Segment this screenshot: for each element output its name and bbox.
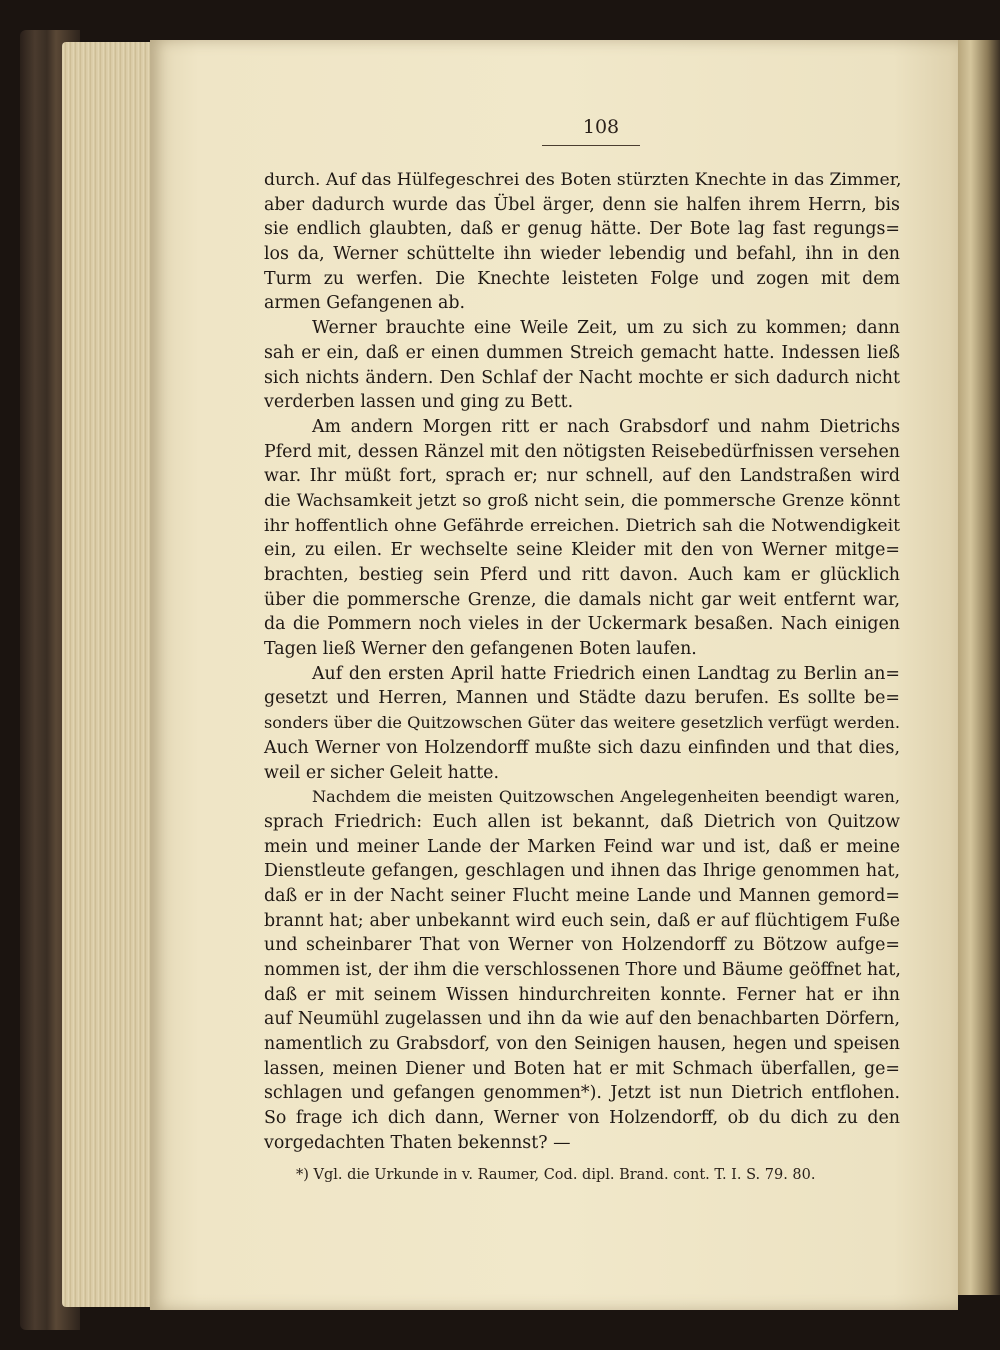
- body-text: [264, 168, 900, 1156]
- text-line: sonders über die Quitzowschen Güter das weitere gesetzlich verfügt werden.: [264, 713, 900, 733]
- text-line: namentlich zu Grabsdorf, von den Seinigen hausen, hegen und speisen: [264, 1034, 900, 1055]
- text-line: Nachdem die meisten Quitzowschen Angelegenheiten beendigt waren,: [312, 787, 900, 807]
- footnote: *) Vgl. die Urkunde in v. Raumer, Cod. dipl. Brand. cont. T. I. S. 79. 80.: [296, 1167, 816, 1183]
- text-line: los da, Werner schüttelte ihn wieder lebendig und befahl, ihn in den: [264, 244, 900, 265]
- text-line: brannt hat; aber unbekannt wird euch sein, daß er auf flüchtigem Fuße: [264, 910, 900, 931]
- text-line: vorgedachten Thaten bekennst? —: [264, 1132, 571, 1153]
- text-line: ihr hoffentlich ohne Gefährde erreichen. Dietrich sah die Notwendigkeit: [264, 515, 900, 536]
- text-line: daß er in der Nacht seiner Flucht meine Lande und Mannen gemord=: [264, 885, 900, 906]
- text-line: Werner brauchte eine Weile Zeit, um zu sich zu kommen; dann: [312, 318, 900, 339]
- text-line: ein, zu eilen. Er wechselte seine Kleider mit den von Werner mitge=: [264, 540, 900, 561]
- text-line: über die pommersche Grenze, die damals nicht gar weit entfernt war,: [264, 589, 900, 610]
- text-line: war. Ihr müßt fort, sprach er; nur schnell, auf den Landstraßen wird: [264, 466, 900, 487]
- text-line: sich nichts ändern. Den Schlaf der Nacht mochte er sich dadurch nicht: [264, 367, 900, 388]
- text-line: armen Gefangenen ab.: [264, 293, 466, 314]
- facing-page-edge: [958, 40, 1000, 1295]
- page-edges: [62, 42, 158, 1307]
- text-line: sah er ein, daß er einen dummen Streich gemacht hatte. Indessen ließ: [264, 342, 900, 363]
- text-line: die Wachsamkeit jetzt so groß nicht sein, die pommersche Grenze könnt: [264, 490, 900, 511]
- header-rule: [542, 145, 640, 146]
- text-line: Pferd mit, dessen Ränzel mit den nötigsten Reisebedürfnissen versehen: [264, 441, 900, 462]
- text-line: lassen, meinen Diener und Boten hat er mit Schmach überfallen, ge=: [264, 1058, 900, 1079]
- text-line: durch. Auf das Hülfegeschrei des Boten stürzten Knechte in das Zimmer,: [264, 170, 902, 190]
- text-line: brachten, bestieg sein Pferd und ritt davon. Auch kam er glücklich: [264, 565, 900, 585]
- text-line: aber dadurch wurde das Übel ärger, denn sie halfen ihrem Herrn, bis: [264, 194, 900, 215]
- text-line: So frage ich dich dann, Werner von Holzendorff, ob du dich zu den: [264, 1108, 900, 1129]
- page-number: 108: [582, 116, 620, 138]
- text-line: nommen ist, der ihm die verschlossenen Thore und Bäume geöffnet hat,: [264, 960, 901, 980]
- text-line: verderben lassen und ging zu Bett.: [264, 392, 574, 413]
- text-line: daß er mit seinem Wissen hindurchreiten konnte. Ferner hat er ihn: [264, 984, 900, 1005]
- text-line: gesetzt und Herren, Mannen und Städte dazu berufen. Es sollte be=: [264, 688, 900, 709]
- text-line: schlagen und gefangen genommen*). Jetzt ist nun Dietrich entflohen.: [264, 1083, 900, 1104]
- text-line: sprach Friedrich: Euch allen ist bekannt, daß Dietrich von Quitzow: [264, 811, 900, 832]
- text-line: mein und meiner Lande der Marken Feind war und ist, daß er meine: [264, 836, 900, 857]
- text-line: auf Neumühl zugelassen und ihn da wie auf den benachbarten Dörfern,: [264, 1009, 900, 1030]
- text-line: Auch Werner von Holzendorff mußte sich dazu einfinden und that dies,: [264, 737, 900, 758]
- text-line: Am andern Morgen ritt er nach Grabsdorf und nahm Dietrichs: [312, 416, 900, 437]
- text-line: Auf den ersten April hatte Friedrich einen Landtag zu Berlin an=: [312, 663, 900, 684]
- text-line: Tagen ließ Werner den gefangenen Boten laufen.: [264, 639, 697, 660]
- text-line: weil er sicher Geleit hatte.: [264, 762, 500, 783]
- text-line: sie endlich glaubten, daß er genug hätte. Der Bote lag fast regungs=: [264, 219, 900, 240]
- text-line: Dienstleute gefangen, geschlagen und ihnen das Ihrige genommen hat,: [264, 861, 900, 882]
- text-line: und scheinbarer That von Werner von Holzendorff zu Bötzow aufge=: [264, 935, 900, 956]
- text-line: Turm zu werfen. Die Knechte leisteten Folge und zogen mit dem: [264, 268, 900, 289]
- text-line: da die Pommern noch vieles in der Uckermark besaßen. Nach einigen: [264, 614, 900, 635]
